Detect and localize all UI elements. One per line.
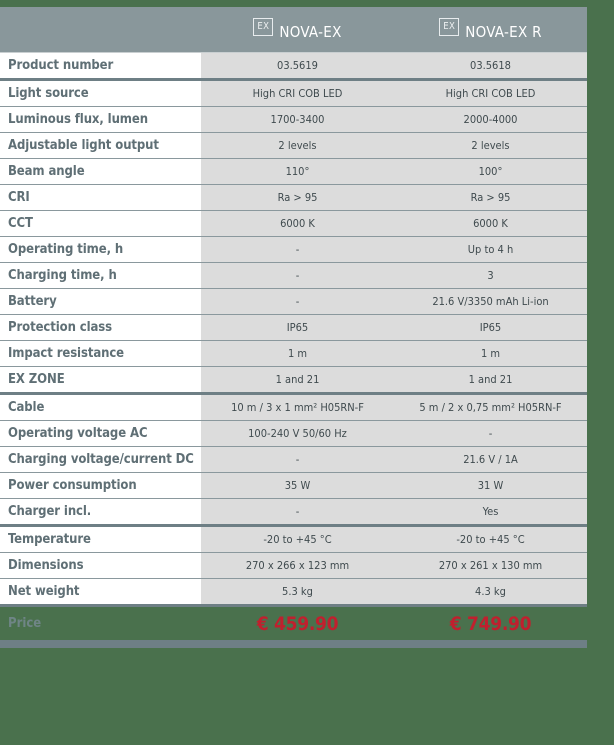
value-nova-ex: 6000 K <box>201 211 394 236</box>
value-nova-ex-r: 03.5618 <box>394 53 587 78</box>
table-row <box>0 421 587 447</box>
value-nova-ex: - <box>201 499 394 524</box>
table-row <box>0 395 587 421</box>
value-nova-ex-r: Yes <box>394 499 587 524</box>
value-nova-ex-r: 3 <box>394 263 587 288</box>
price-nova-ex-r: € 749.90 <box>449 612 532 635</box>
value-nova-ex-r: 5 m / 2 x 0,75 mm² H05RN-F <box>394 395 587 420</box>
value-nova-ex-r: 270 x 261 x 130 mm <box>394 553 587 578</box>
value-nova-ex-r: Ra > 95 <box>394 185 587 210</box>
row-label: Battery <box>0 289 201 314</box>
row-label: Protection class <box>0 315 201 340</box>
ex-certification-icon: EX <box>253 18 273 36</box>
row-label: Beam angle <box>0 159 201 184</box>
row-label: Operating voltage AC <box>0 421 201 446</box>
row-label: Impact resistance <box>0 341 201 366</box>
row-label: Net weight <box>0 579 201 604</box>
bottom-bar <box>0 640 587 648</box>
row-label: Charging time, h <box>0 263 201 288</box>
row-label: EX ZONE <box>0 367 201 392</box>
value-nova-ex-r: IP65 <box>394 315 587 340</box>
value-nova-ex-r: Up to 4 h <box>394 237 587 262</box>
value-nova-ex-r: 1 m <box>394 341 587 366</box>
table-row <box>0 447 587 473</box>
value-nova-ex-r: 2 levels <box>394 133 587 158</box>
value-nova-ex: 270 x 266 x 123 mm <box>201 553 394 578</box>
row-label: Power consumption <box>0 473 201 498</box>
ex-certification-icon: EX <box>439 18 459 36</box>
row-label: Luminous flux, lumen <box>0 107 201 132</box>
row-label: Operating time, h <box>0 237 201 262</box>
value-nova-ex-r: - <box>394 421 587 446</box>
table-row <box>0 263 587 289</box>
value-nova-ex: - <box>201 263 394 288</box>
value-nova-ex-r: High CRI COB LED <box>394 81 587 106</box>
table-row <box>0 553 587 579</box>
row-label: Adjustable light output <box>0 133 201 158</box>
value-nova-ex: - <box>201 289 394 314</box>
table-row <box>0 237 587 263</box>
value-nova-ex: - <box>201 237 394 262</box>
value-nova-ex: 10 m / 3 x 1 mm² H05RN-F <box>201 395 394 420</box>
table-row <box>0 211 587 237</box>
value-nova-ex: 100-240 V 50/60 Hz <box>201 421 394 446</box>
value-nova-ex-r: -20 to +45 °C <box>394 527 587 552</box>
value-nova-ex: -20 to +45 °C <box>201 527 394 552</box>
value-nova-ex-r: 6000 K <box>394 211 587 236</box>
table-row <box>0 133 587 159</box>
value-nova-ex-r: 31 W <box>394 473 587 498</box>
value-nova-ex: 1700-3400 <box>201 107 394 132</box>
value-nova-ex: - <box>201 447 394 472</box>
value-nova-ex: High CRI COB LED <box>201 81 394 106</box>
table-row <box>0 315 587 341</box>
table-row <box>0 107 587 133</box>
value-nova-ex: 5.3 kg <box>201 579 394 604</box>
row-label: Charger incl. <box>0 499 201 524</box>
row-label: Charging voltage/current DC <box>0 447 201 472</box>
value-nova-ex: 03.5619 <box>201 53 394 78</box>
product-name: NOVA-EX R <box>465 22 542 41</box>
spec-comparison-table <box>0 7 587 648</box>
row-label: Cable <box>0 395 201 420</box>
row-label: CCT <box>0 211 201 236</box>
row-label: Product number <box>0 53 201 78</box>
value-nova-ex: 1 m <box>201 341 394 366</box>
table-row <box>0 527 587 553</box>
product-name: NOVA-EX <box>279 22 342 41</box>
value-nova-ex-r: 100° <box>394 159 587 184</box>
table-row <box>0 579 587 607</box>
product-header-nova-ex <box>201 7 394 52</box>
row-label: CRI <box>0 185 201 210</box>
table-row <box>0 367 587 395</box>
table-row <box>0 159 587 185</box>
value-nova-ex: 2 levels <box>201 133 394 158</box>
value-nova-ex: 1 and 21 <box>201 367 394 392</box>
value-nova-ex: Ra > 95 <box>201 185 394 210</box>
price-row <box>0 607 587 640</box>
table-row <box>0 185 587 211</box>
row-label: Light source <box>0 81 201 106</box>
price-label: Price <box>8 616 42 631</box>
table-row <box>0 341 587 367</box>
table-body <box>0 53 587 607</box>
table-row <box>0 81 587 107</box>
value-nova-ex: 110° <box>201 159 394 184</box>
table-row <box>0 473 587 499</box>
price-nova-ex: € 459.90 <box>256 612 339 635</box>
table-row <box>0 289 587 315</box>
table-row <box>0 53 587 81</box>
value-nova-ex-r: 2000-4000 <box>394 107 587 132</box>
value-nova-ex: 35 W <box>201 473 394 498</box>
value-nova-ex-r: 21.6 V/3350 mAh Li-ion <box>394 289 587 314</box>
table-row <box>0 499 587 527</box>
value-nova-ex-r: 1 and 21 <box>394 367 587 392</box>
row-label: Temperature <box>0 527 201 552</box>
value-nova-ex: IP65 <box>201 315 394 340</box>
value-nova-ex-r: 21.6 V / 1A <box>394 447 587 472</box>
table-header <box>0 7 587 53</box>
header-empty-cell <box>0 7 201 52</box>
row-label: Dimensions <box>0 553 201 578</box>
value-nova-ex-r: 4.3 kg <box>394 579 587 604</box>
product-header-nova-ex-r <box>394 7 587 52</box>
